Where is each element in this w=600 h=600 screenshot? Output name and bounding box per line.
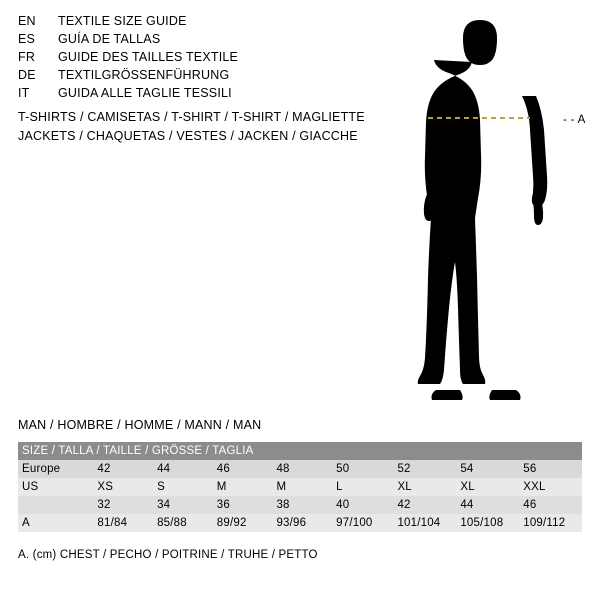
measurement-footnote: A. (cm) CHEST / PECHO / POITRINE / TRUHE / PETTO <box>18 549 318 561</box>
table-cell: 52 <box>393 460 456 478</box>
table-cell: 93/96 <box>272 514 332 532</box>
table-cell: XS <box>93 478 153 496</box>
table-row <box>18 460 582 478</box>
row-label-us: US <box>18 478 93 496</box>
table-cell: 46 <box>213 460 273 478</box>
legend-language-code: ES <box>18 32 36 46</box>
table-row <box>18 496 582 514</box>
legend-language-text: GUIDA ALLE TAGLIE TESSILI <box>58 86 232 100</box>
silhouette-illustration <box>400 10 600 410</box>
row-label-europe: Europe <box>18 460 93 478</box>
table-cell: 44 <box>153 460 213 478</box>
table-cell: 54 <box>456 460 519 478</box>
category-tshirts: T-SHIRTS / CAMISETAS / T-SHIRT / T-SHIRT / MAGLIETTE <box>18 110 365 124</box>
table-cell: 34 <box>153 496 213 514</box>
table-cell: 50 <box>332 460 393 478</box>
table-cell: L <box>332 478 393 496</box>
table-cell: 46 <box>519 496 582 514</box>
size-table <box>18 442 582 532</box>
table-cell: S <box>153 478 213 496</box>
table-cell: 42 <box>93 460 153 478</box>
table-row <box>18 514 582 532</box>
table-cell: 81/84 <box>93 514 153 532</box>
legend-language-code: FR <box>18 50 36 64</box>
table-cell: 42 <box>393 496 456 514</box>
garment-categories <box>18 110 438 148</box>
table-header-label: SIZE / TALLA / TAILLE / GRÖSSE / TAGLIA <box>18 442 582 460</box>
table-cell: 48 <box>272 460 332 478</box>
table-cell: 89/92 <box>213 514 273 532</box>
legend-row <box>18 86 418 104</box>
legend-row <box>18 32 418 50</box>
legend-language-text: TEXTILE SIZE GUIDE <box>58 14 187 28</box>
row-label-blank <box>18 496 93 514</box>
table-cell: 32 <box>93 496 153 514</box>
table-header-row <box>18 442 582 460</box>
table-cell: 105/108 <box>456 514 519 532</box>
table-cell: XL <box>456 478 519 496</box>
table-title: MAN / HOMBRE / HOMME / MANN / MAN <box>18 418 262 432</box>
table-cell: 109/112 <box>519 514 582 532</box>
table-cell: 44 <box>456 496 519 514</box>
legend-row <box>18 50 418 68</box>
legend-language-text: GUIDE DES TAILLES TEXTILE <box>58 50 239 64</box>
male-silhouette-figure <box>400 10 600 410</box>
legend-language-code: EN <box>18 14 36 28</box>
table-cell: 97/100 <box>332 514 393 532</box>
table-cell: 36 <box>213 496 273 514</box>
table-cell: 85/88 <box>153 514 213 532</box>
legend-row <box>18 14 418 32</box>
legend-language-code: DE <box>18 68 36 82</box>
legend-row <box>18 68 418 86</box>
row-label-a: A <box>18 514 93 532</box>
table-cell: XL <box>393 478 456 496</box>
table-cell: 38 <box>272 496 332 514</box>
measurement-marker-a: - - A <box>563 114 586 126</box>
table-cell: XXL <box>519 478 582 496</box>
language-legend <box>18 14 418 104</box>
table-cell: 40 <box>332 496 393 514</box>
legend-language-text: GUÍA DE TALLAS <box>58 32 161 46</box>
category-jackets: JACKETS / CHAQUETAS / VESTES / JACKEN / GIACCHE <box>18 129 358 143</box>
table-row <box>18 478 582 496</box>
table-cell: M <box>213 478 273 496</box>
table-cell: 56 <box>519 460 582 478</box>
table-cell: M <box>272 478 332 496</box>
table-cell: 101/104 <box>393 514 456 532</box>
legend-language-code: IT <box>18 86 30 100</box>
legend-language-text: TEXTILGRÖSSENFÜHRUNG <box>58 68 230 82</box>
